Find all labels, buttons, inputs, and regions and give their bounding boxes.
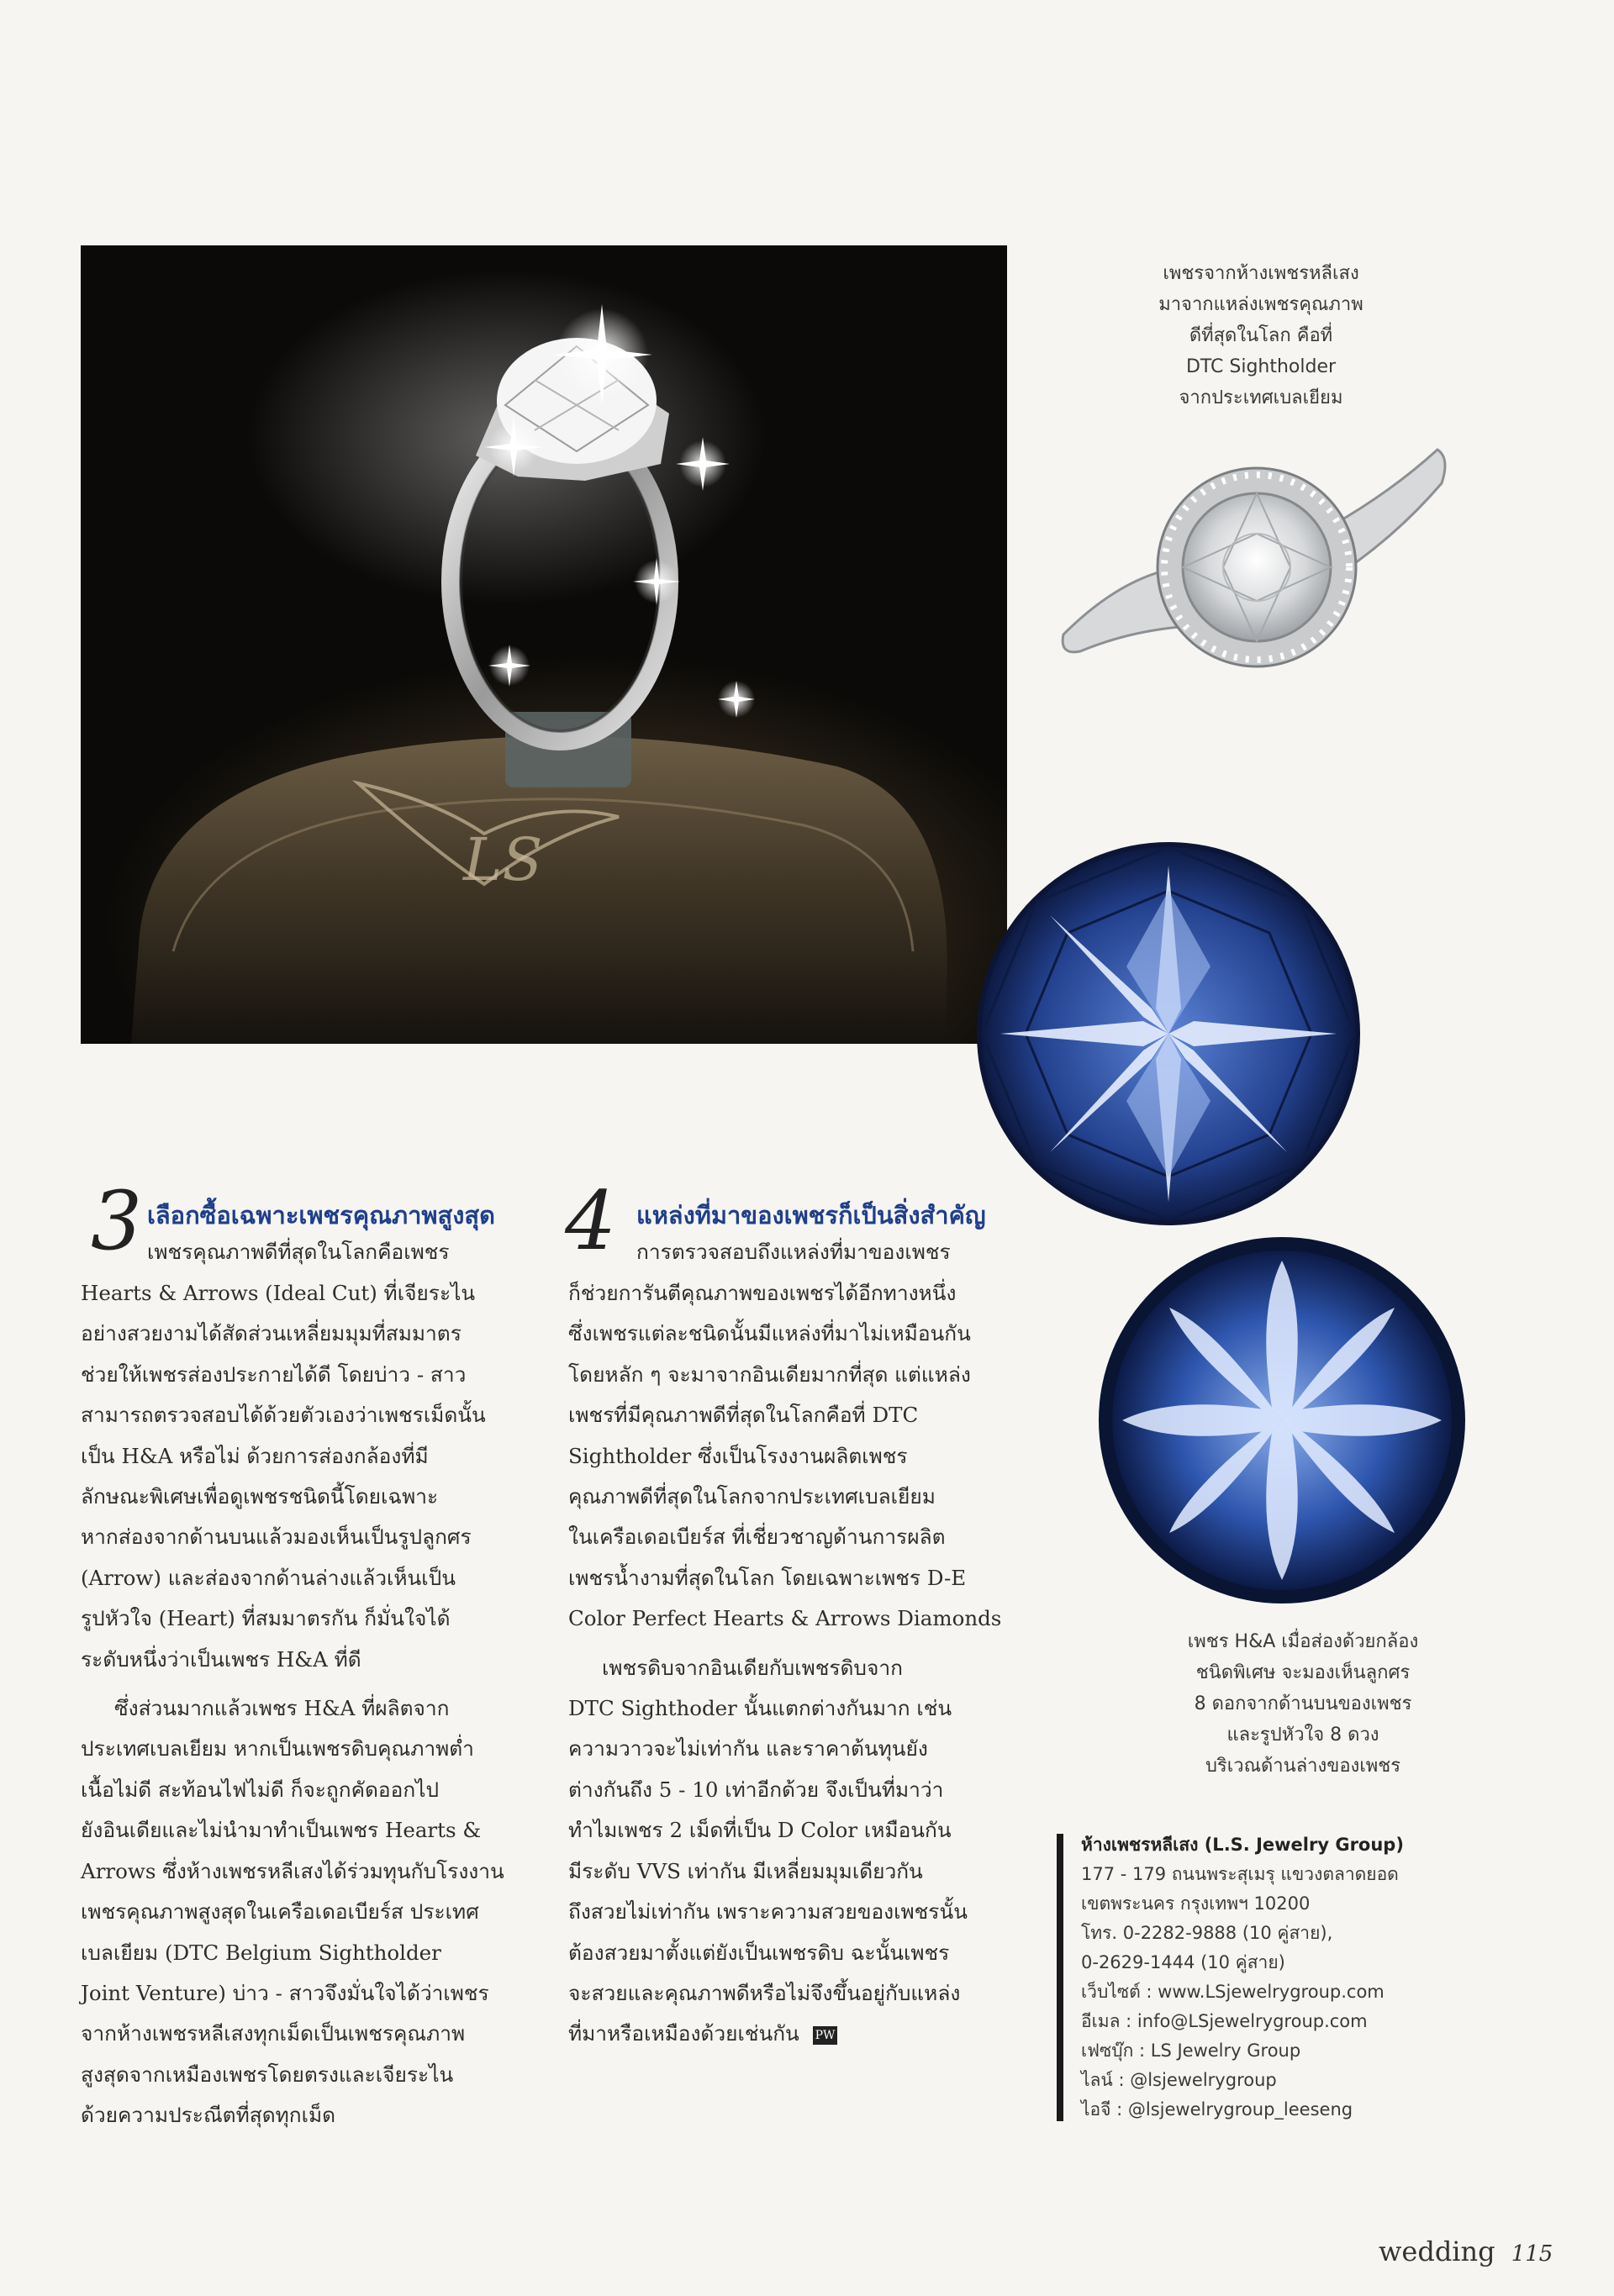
svg-text:LS: LS	[463, 825, 543, 894]
body-line: ต้องสวยมาตั้งแต่ยังเป็นเพชรดิบ ฉะนั้นเพชร	[568, 1940, 950, 1965]
caption-line: ชนิดพิเศษ จะมองเห็นลูกศร	[1195, 1662, 1411, 1683]
body-line: เพชรที่มีคุณภาพดีที่สุดในโลกคือที่ DTC	[568, 1403, 919, 1428]
body-line: เบลเยียม (DTC Belgium Sightholder	[81, 1940, 441, 1965]
body-line: Joint Venture) บ่าว - สาวจึงมั่นใจได้ว่าเพชร	[81, 1980, 489, 2005]
section-4-heading: แหล่งที่มาของเพชรก็เป็นสิ่งสำคัญ	[636, 1201, 986, 1230]
caption-line: บริเวณด้านล่างของเพชร	[1205, 1756, 1401, 1777]
shop-line-id: ไลน์ : @lsjewelrygroup	[1081, 2070, 1277, 2090]
shop-info-text	[1081, 1830, 1404, 2125]
body-line: ประเทศเบลเยียม หากเป็นเพชรดิบคุณภาพต่ำ	[81, 1736, 474, 1761]
caption-line: เพชรจากห้างเพชรหลีเสง	[1163, 263, 1359, 284]
diamond-caption	[1139, 1626, 1467, 1782]
section-4-first-line: การตรวจสอบถึงแหล่งที่มาของเพชร	[636, 1240, 951, 1264]
body-line-text: ที่มาหรือเหมืองด้วยเช่นกัน	[568, 2021, 799, 2046]
shop-website[interactable]: เว็บไซต์ : www.LSjewelrygroup.com	[1081, 1982, 1385, 2002]
magazine-logo: wedding	[1379, 2235, 1495, 2267]
body-line: ถึงสวยไม่เท่ากัน เพราะความสวยของเพชรนั้น	[568, 1899, 968, 1925]
body-line: โดยหลัก ๆ จะมาจากอินเดียมากที่สุด แต่แหล่ง	[568, 1361, 971, 1387]
shop-info	[1057, 1830, 1427, 2125]
caption-line: มาจากแหล่งเพชรคุณภาพ	[1158, 294, 1363, 315]
body-line: เพชรดิบจากอินเดียกับเพชรดิบจาก	[602, 1655, 903, 1680]
caption-line: ดีที่สุดในโลก คือที่	[1189, 325, 1333, 346]
shop-line: โทร. 0-2282-9888 (10 คู่สาย),	[1081, 1923, 1333, 1943]
body-line: ก็ช่วยการันตีคุณภาพของเพชรได้อีกทางหนึ่ง	[568, 1281, 957, 1305]
diamond-arrows-view	[975, 840, 1362, 1227]
body-line: Sightholder ซึ่งเป็นโรงงานผลิตเพชร	[568, 1443, 908, 1468]
halo-ring-photo	[1055, 424, 1458, 702]
shop-info-bar	[1057, 1834, 1063, 2121]
body-line: Arrows ซึ่งห้างเพชรหลีเสงได้ร่วมทุนกับโรงงาน	[81, 1858, 504, 1883]
ring-on-box-photo	[81, 245, 1007, 1044]
body-line: เพชรน้ำงามที่สุดในโลก โดยเฉพาะเพชร D-E	[568, 1565, 967, 1590]
shop-facebook: เฟซบุ๊ก : LS Jewelry Group	[1081, 2041, 1301, 2061]
body-line: DTC Sighthoder นั้นแตกต่างกันมาก เช่น	[568, 1696, 952, 1721]
section-3-heading: เลือกซื้อเฉพาะเพชรคุณภาพสูงสุด	[147, 1201, 495, 1230]
body-line: ยังอินเดียและไม่นำมาทำเป็นเพชร Hearts &	[81, 1818, 482, 1843]
ring-caption	[1101, 258, 1421, 413]
shop-line: เขตพระนคร กรุงเทพฯ 10200	[1081, 1893, 1311, 1914]
page-footer	[1379, 2235, 1553, 2267]
section-3-first-line: เพชรคุณภาพดีที่สุดในโลกคือเพชร	[147, 1240, 450, 1264]
shop-email[interactable]: อีเมล : info@LSjewelrygroup.com	[1081, 2011, 1368, 2031]
diamond-hearts-view	[1097, 1235, 1467, 1605]
body-line: สูงสุดจากเหมืองเพชรโดยตรงและเจียระไน	[81, 2062, 454, 2087]
body-line	[568, 2014, 1026, 2054]
section-4-body	[568, 1273, 1026, 2055]
body-line: จากห้างเพชรหลีเสงทุกเม็ดเป็นเพชรคุณภาพ	[81, 2021, 466, 2046]
body-line: คุณภาพดีที่สุดในโลกจากประเทศเบลเยียม	[568, 1484, 936, 1509]
body-line: รูปหัวใจ (Heart) ที่สมมาตรกัน ก็มั่นใจได้	[81, 1606, 451, 1631]
end-mark-icon: PW	[813, 2026, 838, 2045]
body-line: Color Perfect Hearts & Arrows Diamonds	[568, 1606, 1002, 1631]
body-line: ความวาวจะไม่เท่ากัน และราคาต้นทุนยัง	[568, 1736, 928, 1761]
shop-line: 177 - 179 ถนนพระสุเมรุ แขวงตลาดยอด	[1081, 1864, 1399, 1884]
body-line: หากส่องจากด้านบนแล้วมองเห็นเป็นรูปลูกศร	[81, 1525, 472, 1550]
body-line: ช่วยให้เพชรส่องประกายได้ดี โดยบ่าว - สาว	[81, 1361, 467, 1387]
page-number: 115	[1511, 2241, 1553, 2267]
body-line: เนื้อไม่ดี สะท้อนไฟไม่ดี ก็จะถูกคัดออกไป	[81, 1777, 440, 1802]
body-line: (Arrow) และส่องจากด้านล่างแล้วเห็นเป็น	[81, 1565, 456, 1590]
body-line: ในเครือเดอเบียร์ส ที่เชี่ยวชาญด้านการผลิต	[568, 1525, 946, 1550]
caption-line: DTC Sightholder	[1185, 356, 1337, 377]
caption-line: 8 ดอกจากด้านบนของเพชร	[1194, 1693, 1412, 1714]
body-line: ซึ่งส่วนมากแล้วเพชร H&A ที่ผลิตจาก	[114, 1696, 450, 1721]
body-line: ระดับหนึ่งว่าเป็นเพชร H&A ที่ดี	[81, 1646, 361, 1672]
body-line: จะสวยและคุณภาพดีหรือไม่จึงขึ้นอยู่กับแหล่ง	[568, 1980, 961, 2005]
caption-line: จากประเทศเบลเยียม	[1179, 387, 1343, 408]
body-line: สามารถตรวจสอบได้ด้วยตัวเองว่าเพชรเม็ดนั้น	[81, 1403, 486, 1428]
body-line: อย่างสวยงามได้สัดส่วนเหลี่ยมมุมที่สมมาตร	[81, 1321, 462, 1346]
body-line: ด้วยความประณีตที่สุดทุกเม็ด	[81, 2103, 336, 2128]
body-line: ลักษณะพิเศษเพื่อดูเพชรชนิดนี้โดยเฉพาะ	[81, 1484, 439, 1509]
body-line: ซึ่งเพชรแต่ละชนิดนั้นมีแหล่งที่มาไม่เหมือนกัน	[568, 1321, 971, 1346]
body-line: เป็น H&A หรือไม่ ด้วยการส่องกล้องที่มี	[81, 1443, 429, 1468]
shop-instagram: ไอจี : @lsjewelrygroup_leeseng	[1081, 2099, 1353, 2120]
body-line: Hearts & Arrows (Ideal Cut) ที่เจียระไน	[81, 1281, 476, 1305]
body-line: ทำไมเพชร 2 เม็ดที่เป็น D Color เหมือนกัน	[568, 1818, 952, 1843]
caption-line: เพชร H&A เมื่อส่องด้วยกล้อง	[1187, 1631, 1419, 1652]
caption-line: และรูปหัวใจ 8 ดวง	[1226, 1725, 1379, 1746]
section-4-number: 4	[565, 1174, 617, 1268]
body-line: ต่างกันถึง 5 - 10 เท่าอีกด้วย จึงเป็นที่มาว่า	[568, 1777, 944, 1802]
shop-title: ห้างเพชรหลีเสง (L.S. Jewelry Group)	[1081, 1835, 1404, 1855]
shop-line: 0-2629-1444 (10 คู่สาย)	[1081, 1952, 1285, 1972]
body-line: มีระดับ VVS เท่ากัน มีเหลี่ยมมุมเดียวกัน	[568, 1858, 923, 1883]
section-3-number: 3	[91, 1174, 143, 1268]
body-line: เพชรคุณภาพสูงสุดในเครือเดอเบียร์ส ประเทศ	[81, 1899, 479, 1925]
section-3-body	[81, 1273, 551, 2136]
